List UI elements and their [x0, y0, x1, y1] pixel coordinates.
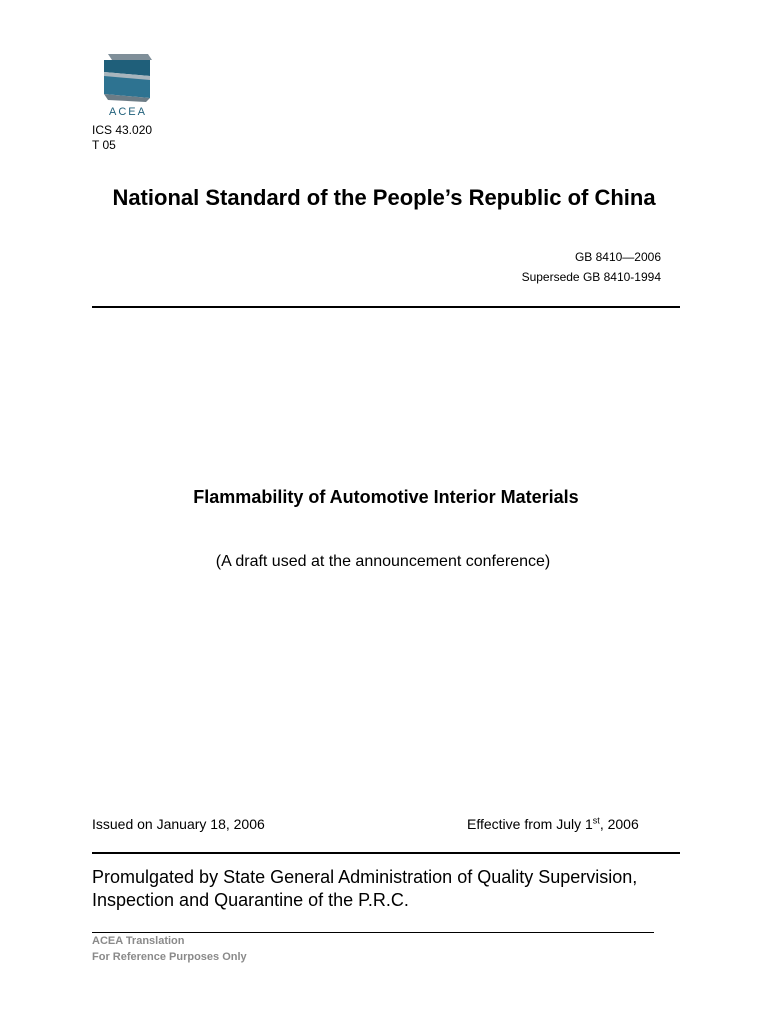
dates-divider	[92, 852, 680, 854]
footer-translation: ACEA Translation	[92, 935, 185, 947]
issued-date: Issued on January 18, 2006	[92, 816, 265, 832]
supersedes-text: Supersede GB 8410-1994	[521, 270, 661, 284]
acea-logo-icon	[100, 50, 154, 106]
page-title: National Standard of the People’s Republic of China	[112, 185, 656, 210]
header-divider	[92, 306, 680, 308]
footer-divider	[92, 932, 654, 933]
logo-text: ACEA	[109, 106, 147, 118]
document-title: Flammability of Automotive Interior Materials	[193, 487, 579, 507]
standard-number: GB 8410—2006	[574, 250, 661, 264]
promulgated-line-1: Promulgated by State General Administration of Quality Supervision,	[92, 867, 638, 887]
effective-prefix: Effective from July 1	[467, 816, 593, 832]
promulgated-line-2: Inspection and Quarantine of the P.R.C.	[92, 890, 409, 910]
promulgated-by	[92, 866, 692, 912]
effective-date	[467, 816, 639, 832]
classification-code: T 05	[92, 138, 116, 152]
effective-suffix: , 2006	[599, 816, 639, 832]
document-subtitle: (A draft used at the announcement conference)	[215, 553, 551, 570]
effective-ordinal: st	[592, 815, 600, 826]
footer-reference: For Reference Purposes Only	[92, 951, 247, 963]
ics-code: ICS 43.020	[92, 123, 153, 137]
